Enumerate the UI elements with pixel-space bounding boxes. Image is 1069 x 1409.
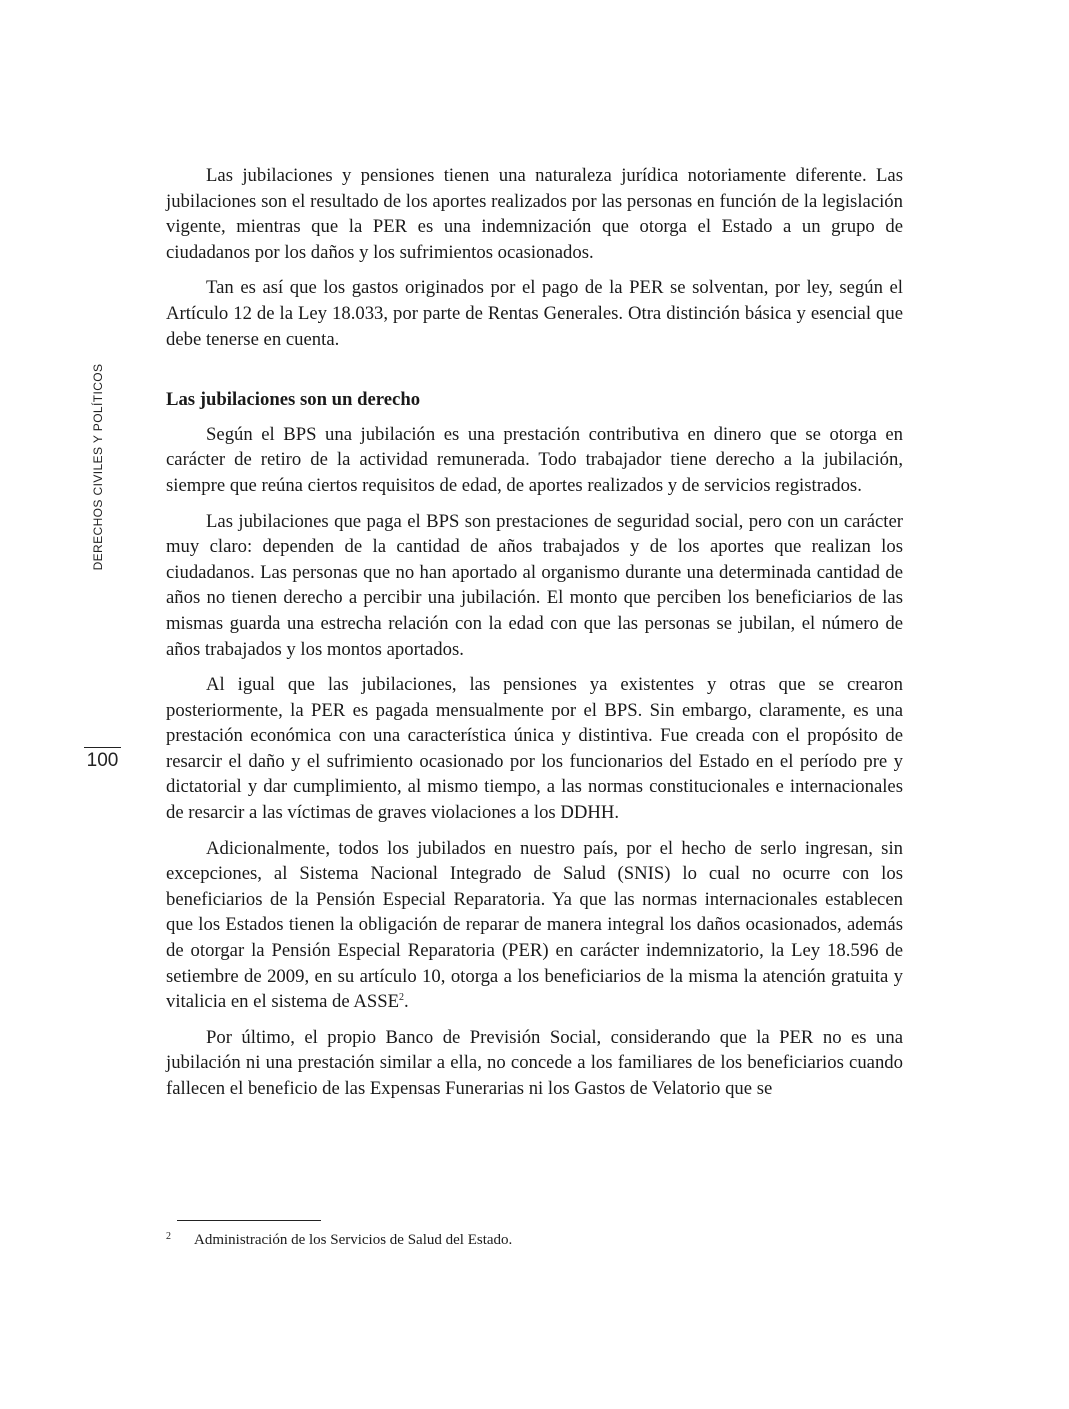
paragraph-2: Tan es así que los gastos originados por el pago de la PER se solventan, por ley, según el Artículo 12 de la Ley 18.033, por parte de Rentas Generales. Otra distinción básica y esencial que debe tenerse en cuenta.: [166, 277, 903, 350]
section-heading: Las jubilaciones son un derecho: [166, 389, 421, 411]
footnote-reference: 2: [399, 992, 405, 1004]
paragraph-3: Según el BPS una jubilación es una prestación contributiva en dinero que se otorga en carácter de retiro de la actividad remunerada. Todo trabajador tiene derecho a la jubilación, siempre que reúna ciertos requisitos de edad, de aportes realizados y de servicios registrados.: [166, 423, 903, 496]
paragraph-6-text: Adicionalmente, todos los jubilados en nuestro país, por el hecho de serlo ingresan, sin excepciones, al Sistema Nacional Integrado de Salud (SNIS) lo cual no ocurre con los beneficiarios de la Pensión Especial Reparatoria. Ya que las normas internacionales establecen que los Estados tienen la obligación de reparar de manera integral los daños ocasionados, además de otorgar la Pensión Especial Reparatoria (PER) en carácter indemnizatorio, la Ley 18.596 de setiembre de 2009, en su artículo 10, otorga a los beneficiarios de la misma la atención gratuita y vitalicia en el sistema de ASSE: [166, 837, 903, 1013]
footnote-number: 2: [166, 1231, 171, 1242]
paragraph-4: Las jubilaciones que paga el BPS son prestaciones de seguridad social, pero con un carácter muy claro: dependen de la cantidad de años trabajados y de los aportes que realizan los ciudadanos. Las personas que no han aportado al organismo durante una determinada cantidad de años no tienen derecho a percibir una jubilación. El monto que perciben los beneficiarios de las mismas guarda una estrecha relación con la edad con que las personas se jubilan, el número de años trabajados y los montos aportados.: [166, 510, 903, 660]
footnote: [166, 1228, 512, 1249]
running-section-title: DERECHOS CIVILES Y POLÍTICOS: [91, 363, 105, 571]
footnote-text: Administración de los Servicios de Salud del Estado.: [194, 1232, 513, 1248]
footnote-separator: [177, 1220, 321, 1221]
page-number-rule: [84, 747, 121, 748]
paragraph-5: Al igual que las jubilaciones, las pensiones ya existentes y otras que se crearon posteriormente, la PER es pagada mensualmente por el BPS. Sin embargo, claramente, es una prestación económica con una característica única y distintiva. Fue creada con el propósito de resarcir el daño y el sufrimiento ocasionado por los funcionarios del Estado en el período pre y dictatorial y dar cumplimiento, al mismo tiempo, a las normas constitucionales e internacionales de resarcir a las víctimas de graves violaciones a los DDHH.: [166, 674, 903, 824]
page-number: 100: [86, 750, 119, 771]
paragraph-7: Por último, el propio Banco de Previsión Social, considerando que la PER no es una jubilación ni una prestación similar a ella, no concede a los familiares de los beneficiarios cuando fallecen el beneficio de las Expensas Funerarias ni los Gastos de Velatorio que se: [166, 1026, 903, 1099]
paragraph-6: [166, 836, 903, 1015]
paragraph-1: Las jubilaciones y pensiones tienen una naturaleza jurídica notoriamente diferente. Las jubilaciones son el resultado de los aportes realizados por las personas en función de la legislación vigente, mientras que la PER es una indemnización que otorga el Estado a un grupo de ciudadanos por los daños y los sufrimientos ocasionados.: [166, 165, 903, 263]
main-text: [166, 163, 903, 1112]
paragraph-6-end: .: [404, 991, 409, 1013]
